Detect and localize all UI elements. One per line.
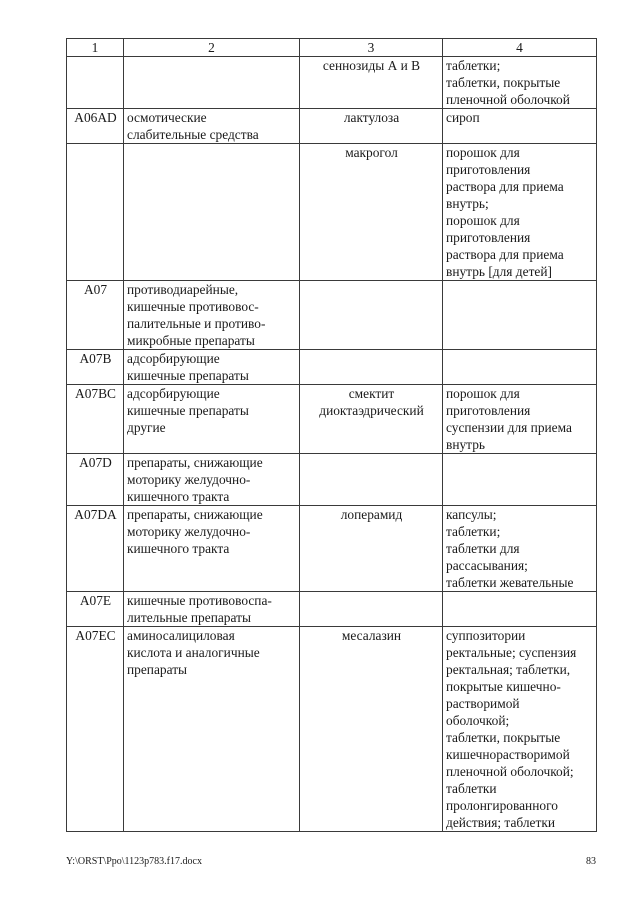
column-header-3: 3 bbox=[300, 39, 443, 57]
group-name-cell bbox=[124, 506, 300, 592]
atc-code: A06AD bbox=[74, 110, 117, 125]
column-header-1: 1 bbox=[67, 39, 124, 57]
footer-file-path: Y:\ORST\Ppo\1123p783.f17.docx bbox=[66, 856, 202, 867]
atc-code: A07DA bbox=[74, 507, 117, 522]
dosage-forms: сироп bbox=[446, 110, 480, 125]
group-name: препараты, снижающие моторику желудочно- кишечного тракта bbox=[127, 507, 263, 556]
atc-code-cell bbox=[67, 592, 124, 627]
table-row bbox=[67, 627, 597, 832]
drug-name-cell bbox=[300, 506, 443, 592]
drug-name: лактулоза bbox=[343, 110, 400, 125]
atc-code-cell bbox=[67, 454, 124, 506]
atc-code-cell bbox=[67, 57, 124, 109]
atc-code-cell bbox=[67, 506, 124, 592]
group-name-cell bbox=[124, 144, 300, 281]
group-name: препараты, снижающие моторику желудочно- кишечного тракта bbox=[127, 455, 263, 504]
drug-name: месалазин bbox=[341, 628, 402, 643]
dosage-forms: суппозитории ректальные; суспензия ректальная; таблетки, покрытые кишечно- растворимой оболочкой; таблетки, покрытые кишечнорастворимой пленочной оболочкой; таблетки пролонгированного действия; таблетки bbox=[446, 628, 577, 830]
group-name-cell bbox=[124, 454, 300, 506]
drug-name-cell bbox=[300, 350, 443, 385]
dosage-forms-cell bbox=[443, 109, 597, 144]
table-row bbox=[67, 506, 597, 592]
dosage-forms-cell bbox=[443, 350, 597, 385]
atc-code-cell bbox=[67, 385, 124, 454]
drug-classification-table bbox=[66, 38, 597, 832]
drug-name-cell bbox=[300, 109, 443, 144]
group-name: аминосалициловая кислота и аналогичные препараты bbox=[127, 628, 260, 677]
dosage-forms: порошок для приготовления раствора для приема внутрь; порошок для приготовления раствора для приема внутрь [для детей] bbox=[446, 145, 564, 279]
group-name-cell bbox=[124, 281, 300, 350]
table-row bbox=[67, 109, 597, 144]
drug-name: сеннозиды А и В bbox=[322, 58, 421, 73]
atc-code-cell bbox=[67, 281, 124, 350]
group-name-cell bbox=[124, 57, 300, 109]
group-name: осмотические слабительные средства bbox=[127, 110, 259, 142]
group-name-cell bbox=[124, 350, 300, 385]
dosage-forms-cell bbox=[443, 281, 597, 350]
dosage-forms-cell bbox=[443, 144, 597, 281]
group-name-cell bbox=[124, 109, 300, 144]
dosage-forms-cell bbox=[443, 454, 597, 506]
drug-name-cell bbox=[300, 281, 443, 350]
drug-name-cell bbox=[300, 385, 443, 454]
group-name: адсорбирующие кишечные препараты другие bbox=[127, 386, 249, 435]
group-name: кишечные противовоспа- лительные препараты bbox=[127, 593, 272, 625]
table-row bbox=[67, 144, 597, 281]
drug-name-cell bbox=[300, 144, 443, 281]
group-name-cell bbox=[124, 385, 300, 454]
table-row bbox=[67, 57, 597, 109]
column-header-4: 4 bbox=[443, 39, 597, 57]
table-row bbox=[67, 385, 597, 454]
table-row bbox=[67, 350, 597, 385]
drug-name: макрогол bbox=[345, 145, 398, 160]
drug-name-cell bbox=[300, 57, 443, 109]
dosage-forms: порошок для приготовления суспензии для приема внутрь bbox=[446, 386, 572, 452]
drug-name-cell bbox=[300, 592, 443, 627]
atc-code-cell bbox=[67, 627, 124, 832]
column-header-2: 2 bbox=[124, 39, 300, 57]
drug-name: лоперамид bbox=[340, 507, 403, 522]
drug-name-cell bbox=[300, 627, 443, 832]
group-name: противодиарейные, кишечные противовос- палительные и противо- микробные препараты bbox=[127, 282, 266, 348]
atc-code: A07E bbox=[79, 593, 112, 608]
drug-name-cell bbox=[300, 454, 443, 506]
dosage-forms: капсулы; таблетки; таблетки для рассасывания; таблетки жевательные bbox=[446, 507, 574, 590]
group-name-cell bbox=[124, 592, 300, 627]
atc-code: A07D bbox=[79, 455, 112, 470]
group-name-cell bbox=[124, 627, 300, 832]
atc-code-cell bbox=[67, 144, 124, 281]
dosage-forms-cell bbox=[443, 627, 597, 832]
atc-code: A07 bbox=[83, 282, 108, 297]
drug-name: смектит диоктаэдрический bbox=[319, 386, 424, 418]
dosage-forms-cell bbox=[443, 592, 597, 627]
page-number: 83 bbox=[586, 856, 596, 867]
header-row bbox=[67, 39, 597, 57]
dosage-forms-cell bbox=[443, 506, 597, 592]
table-row bbox=[67, 592, 597, 627]
atc-code-cell bbox=[67, 109, 124, 144]
atc-code: A07BC bbox=[75, 386, 116, 401]
group-name: адсорбирующие кишечные препараты bbox=[127, 351, 249, 383]
atc-code-cell bbox=[67, 350, 124, 385]
table-row bbox=[67, 281, 597, 350]
atc-code: A07EC bbox=[75, 628, 116, 643]
atc-code: A07B bbox=[79, 351, 112, 366]
dosage-forms: таблетки; таблетки, покрытые пленочной оболочкой bbox=[446, 58, 570, 107]
dosage-forms-cell bbox=[443, 57, 597, 109]
dosage-forms-cell bbox=[443, 385, 597, 454]
table-row bbox=[67, 454, 597, 506]
